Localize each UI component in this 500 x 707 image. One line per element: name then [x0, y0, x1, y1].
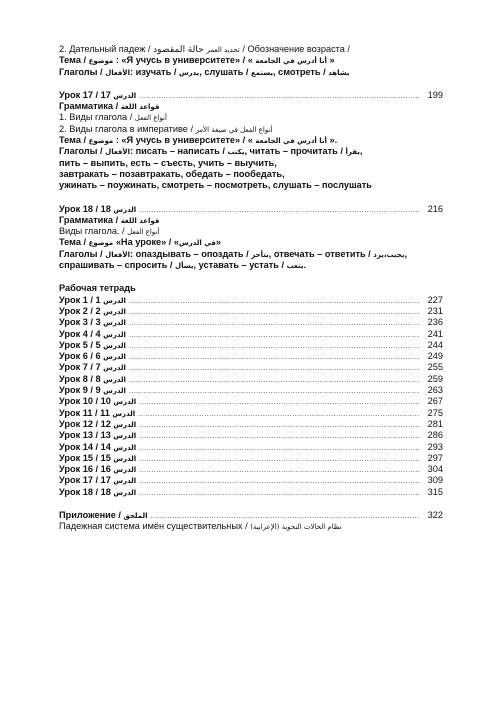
page-number: 259	[427, 373, 443, 384]
theme-line-17: Тема / موضوع : «Я учусь в университете» / « أنا أدرس في الجامعة ».	[59, 135, 338, 146]
dot-leader	[139, 397, 420, 408]
dot-leader	[139, 420, 420, 431]
workbook-lesson-entry[interactable]: Урок 11 / 11 الدرس ..... 275	[59, 408, 443, 419]
dot-leader	[129, 318, 420, 329]
verbs-line-17c: завтракать – позавтракать, обедать – пообедать,	[59, 168, 285, 179]
page-number: 255	[427, 362, 443, 373]
grammar-heading: Грамматика / قواعد اللغة	[59, 214, 160, 225]
dative-case-line: 2. Дательный падеж / تحديد العمر حالة المقصود / Обозначение возраста /	[59, 44, 350, 54]
dot-leader	[139, 91, 420, 102]
dot-leader	[129, 307, 420, 318]
workbook-lesson-entry[interactable]: Урок 5 / 5 الدرس ..... 244	[59, 340, 443, 351]
workbook-lesson-entry[interactable]: Урок 13 / 13 الدرس ..... 286	[59, 430, 443, 441]
workbook-lesson-entry[interactable]: Урок 14 / 14 الدرس ..... 293	[59, 442, 443, 453]
dot-leader	[139, 476, 420, 487]
dot-leader	[139, 465, 420, 476]
dot-leader	[139, 454, 420, 465]
workbook-lesson-entry[interactable]: Урок 4 / 4 الدرس ..... 241	[59, 329, 443, 340]
workbook-lesson-entry[interactable]: Урок 18 / 18 الدرس ..... 315	[59, 487, 443, 498]
page-number: 249	[427, 351, 443, 362]
workbook-lesson-entry[interactable]: Урок 7 / 7 الدرس ..... 255	[59, 362, 443, 373]
verbs-line-1: Глаголы / الأفعال: изучать / يدرس, слушать / يستمع, смотреть / يشاهد	[59, 66, 350, 77]
dot-leader	[139, 443, 420, 454]
page-number: 293	[427, 441, 443, 452]
page-number: 297	[427, 452, 443, 463]
workbook-lesson-entry[interactable]: Урок 17 / 17 الدرس ..... 309	[59, 475, 443, 486]
appendix-entry[interactable]: Приложение / الملحق ..... 322	[59, 510, 443, 521]
page-number: 267	[427, 396, 443, 407]
page-number: 286	[427, 430, 443, 441]
page-number: 236	[427, 317, 443, 328]
dot-leader	[139, 205, 420, 216]
page-number: 216	[427, 203, 443, 214]
page-number: 231	[427, 305, 443, 316]
grammar-item-2: 2. Виды глагола в императиве / أنواع الفعل في صيغة الأمر	[59, 123, 273, 134]
workbook-lesson-entry[interactable]: Урок 15 / 15 الدرس ..... 297	[59, 453, 443, 464]
grammar-item-1: Виды глагола. / أنواع الفعل	[59, 226, 160, 237]
workbook-lesson-entry[interactable]: Урок 10 / 10 الدرس ..... 267	[59, 396, 443, 407]
dot-leader	[129, 341, 420, 352]
verbs-line-17b: пить – выпить, есть – съесть, учить – выучить,	[59, 157, 277, 168]
page-number: 315	[427, 486, 443, 497]
page-number: 227	[427, 294, 443, 305]
toc-page	[59, 44, 443, 533]
page-number: 199	[427, 89, 443, 100]
dot-leader	[129, 330, 420, 341]
dot-leader	[129, 363, 420, 374]
page-number: 309	[427, 475, 443, 486]
theme-line-1: Тема / موضوع : «Я учусь в университете» / « أنا أدرس في الجامعة »	[59, 55, 335, 66]
grammar-item-1: 1. Виды глагола / أنواع الفعل	[59, 112, 167, 123]
page-number: 275	[427, 407, 443, 418]
appendix-subtitle: Падежная система имён существительных / نظام الحالات النحوية (الإعرابية)	[59, 521, 342, 532]
page-number: 263	[427, 385, 443, 396]
verbs-line-18a: Глаголы / الأفعال: опаздывать – опоздать / يتأخر, отвечать – ответить / يجيب،يرد,	[59, 248, 408, 259]
workbook-lesson-entry[interactable]: Урок 16 / 16 الدرس ..... 304	[59, 464, 443, 475]
page-number: 304	[427, 464, 443, 475]
workbook-lesson-entry[interactable]: Урок 1 / 1 الدرس ..... 227	[59, 295, 443, 306]
workbook-lesson-entry[interactable]: Урок 3 / 3 الدرس ..... 236	[59, 317, 443, 328]
workbook-lesson-entry[interactable]: Урок 2 / 2 الدرس ..... 231	[59, 306, 443, 317]
grammar-heading: Грамматика / قواعد اللغة	[59, 101, 160, 112]
lesson-18-entry[interactable]: Урок 18 / 18 الدرس ..... 216	[59, 204, 443, 215]
verbs-line-17a: Глаголы / الأفعال: писать – написать / يكتب, читать – прочитать / يقرأ,	[59, 146, 363, 157]
workbook-list	[59, 295, 443, 498]
dot-leader	[129, 352, 420, 363]
verbs-line-18b: спрашивать – спросить / يسأل, уставать – устать / يتعب.	[59, 260, 307, 271]
dot-leader	[139, 431, 420, 442]
dot-leader	[129, 375, 420, 386]
page-number: 241	[427, 328, 443, 339]
dot-leader	[138, 409, 420, 420]
theme-line-18: Тема / موضوع «На уроке» / «في الدرس»	[59, 237, 222, 248]
workbook-lesson-entry[interactable]: Урок 9 / 9 الدرس ..... 263	[59, 385, 443, 396]
workbook-lesson-entry[interactable]: Урок 12 / 12 الدرس ..... 281	[59, 419, 443, 430]
workbook-lesson-entry[interactable]: Урок 6 / 6 الدرس ..... 249	[59, 351, 443, 362]
dot-leader	[139, 488, 420, 499]
workbook-lesson-entry[interactable]: Урок 8 / 8 الدرس ..... 259	[59, 374, 443, 385]
workbook-heading: Рабочая тетрадь	[59, 283, 136, 294]
page-number: 244	[427, 339, 443, 350]
verbs-line-17d: ужинать – поужинать, смотреть – посмотреть, слушать – послушать	[59, 180, 372, 191]
page-number: 281	[427, 418, 443, 429]
lesson-17-entry[interactable]: Урок 17 / 17 الدرس ..... 199	[59, 90, 443, 101]
dot-leader	[129, 296, 420, 307]
page-number: 322	[427, 509, 443, 520]
dot-leader	[129, 386, 420, 397]
